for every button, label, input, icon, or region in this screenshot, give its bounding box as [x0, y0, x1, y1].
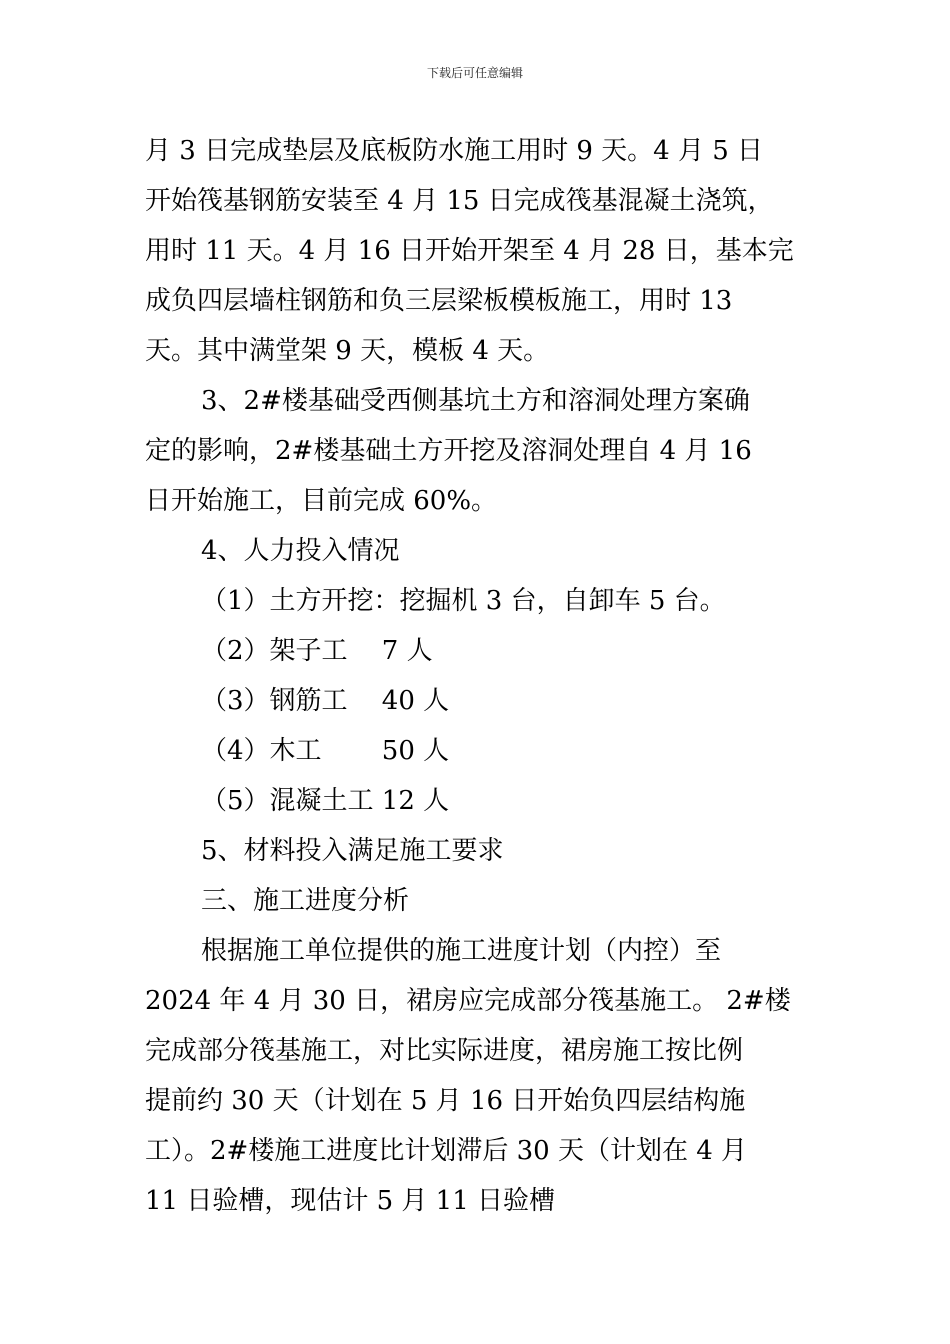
text-line: 完成部分筏基施工，对比实际进度，裙房施工按比例: [145, 1036, 744, 1066]
list-item: （4）木工 50 人: [201, 736, 450, 766]
text-line: 开始筏基钢筋安装至 4 月 15 日完成筏基混凝土浇筑，: [145, 186, 774, 216]
section-heading-progress-analysis: 三、施工进度分析: [201, 886, 410, 916]
text-line: 成负四层墙柱钢筋和负三层梁板模板施工，用时 13: [145, 286, 733, 316]
text-line: 用时 11 天。4 月 16 日开始开架至 4 月 28 日，基本完: [145, 236, 794, 266]
text-line: 定的影响，2#楼基础土方开挖及溶洞处理自 4 月 16: [145, 436, 752, 466]
list-item: （2）架子工 7 人: [201, 636, 433, 666]
list-item: （1）土方开挖：挖掘机 3 台，自卸车 5 台。: [201, 586, 726, 616]
text-line: 11 日验槽，现估计 5 月 11 日验槽: [145, 1186, 556, 1216]
list-item: （5）混凝土工 12 人: [201, 786, 450, 816]
text-line: 天。其中满堂架 9 天，模板 4 天。: [145, 336, 550, 366]
section-heading-materials: 5、材料投入满足施工要求: [201, 836, 504, 866]
text-line: 工）。2#楼施工进度比计划滞后 30 天（计划在 4 月: [145, 1136, 748, 1166]
list-item: （3）钢筋工 40 人: [201, 686, 450, 716]
document-body: [145, 126, 815, 1226]
paragraph-heading: 3、2#楼基础受西侧基坑土方和溶洞处理方案确: [201, 386, 750, 416]
text-line: 2024 年 4 月 30 日，裙房应完成部分筏基施工。 2#楼: [145, 986, 791, 1016]
page-header-note: 下载后可任意编辑: [426, 66, 523, 80]
text-line: 根据施工单位提供的施工进度计划（内控）至: [201, 936, 722, 966]
section-heading-manpower: 4、人力投入情况: [201, 536, 400, 566]
text-line: 提前约 30 天（计划在 5 月 16 日开始负四层结构施: [145, 1086, 746, 1116]
text-line: 月 3 日完成垫层及底板防水施工用时 9 天。4 月 5 日: [145, 136, 764, 166]
text-line: 日开始施工，目前完成 60%。: [145, 486, 498, 516]
